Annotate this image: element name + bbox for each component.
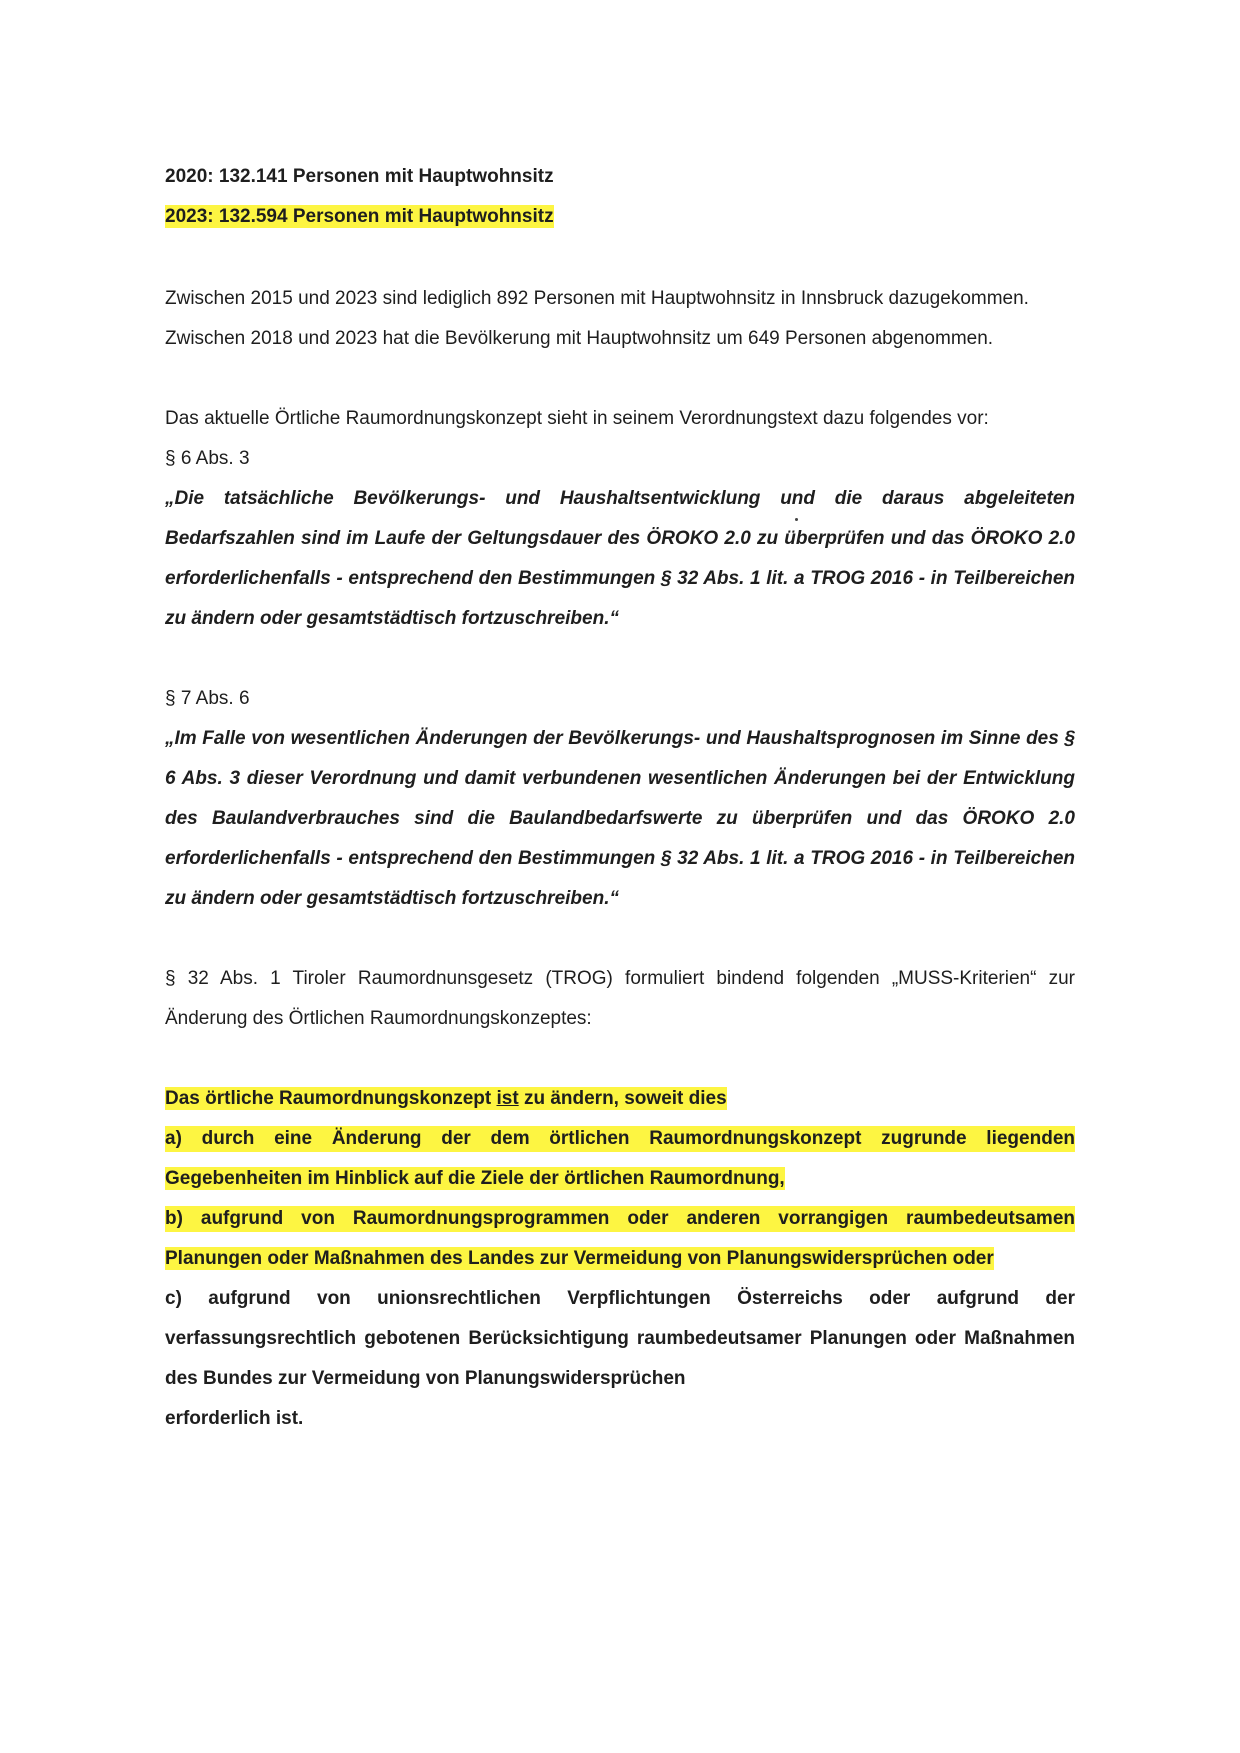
- intro-text: Das aktuelle Örtliche Raumordnungskonzept sieht in seinem Verordnungstext dazu folgendes vor:: [165, 408, 989, 429]
- population-2023-highlight: 2023: 132.594 Personen mit Hauptwohnsitz: [165, 206, 554, 227]
- criteria-intro-post: zu ändern, soweit dies: [518, 1088, 727, 1109]
- section-6-line-1: „Die tatsächliche Bevölkerungs- und Haushaltsentwicklung und die daraus abgeleiteten: [165, 488, 1075, 509]
- section-7-line-4: erforderlichenfalls - entsprechend den Bestimmungen § 32 Abs. 1 lit. a TROG 2016 - in Teilbereichen: [165, 848, 1075, 869]
- section-32-line-1: § 32 Abs. 1 Tiroler Raumordnunsgesetz (TROG) formuliert bindend folgenden „MUSS-Kriterien“ zur: [165, 968, 1075, 989]
- section-6-line-4: zu ändern oder gesamtstädtisch fortzuschreiben.“: [165, 608, 619, 629]
- criteria-c-line-1: c) aufgrund von unionsrechtlichen Verpflichtungen Österreichs oder aufgrund der: [165, 1288, 1075, 1309]
- criteria-c-line-3: des Bundes zur Vermeidung von Planungswidersprüchen: [165, 1368, 686, 1389]
- criteria-b-line-1: b) aufgrund von Raumordnungsprogrammen oder anderen vorrangigen raumbedeutsamen: [165, 1206, 1075, 1232]
- criteria-a-line-1: a) durch eine Änderung der dem örtlichen Raumordnungskonzept zugrunde liegenden: [165, 1126, 1075, 1152]
- change-line-2: Zwischen 2018 und 2023 hat die Bevölkerung mit Hauptwohnsitz um 649 Personen abgenommen.: [165, 328, 994, 349]
- population-2020: 2020: 132.141 Personen mit Hauptwohnsitz: [165, 166, 554, 187]
- scan-dot: [795, 518, 798, 521]
- section-7-line-1: „Im Falle von wesentlichen Änderungen der Bevölkerungs- und Haushaltsprognosen im Sinne des §: [165, 728, 1075, 749]
- criteria-a-line-2-highlight: Gegebenheiten im Hinblick auf die Ziele der örtlichen Raumordnung,: [165, 1168, 785, 1189]
- section-7-line-5: zu ändern oder gesamtstädtisch fortzuschreiben.“: [165, 888, 619, 909]
- criteria-b-line-2: [165, 1246, 1075, 1272]
- section-6-line-2: Bedarfszahlen sind im Laufe der Geltungsdauer des ÖROKO 2.0 zu überprüfen und das ÖROKO 2.0: [165, 528, 1075, 549]
- criteria-b-line-2-highlight: Planungen oder Maßnahmen des Landes zur Vermeidung von Planungswidersprüchen oder: [165, 1248, 994, 1269]
- section-7-heading: § 7 Abs. 6: [165, 688, 250, 709]
- criteria-intro: [165, 1086, 1075, 1112]
- section-6-heading: § 6 Abs. 3: [165, 448, 250, 469]
- criteria-intro-underlined: ist: [496, 1088, 519, 1109]
- section-32-line-2: Änderung des Örtlichen Raumordnungskonzeptes:: [165, 1008, 592, 1029]
- criteria-closing: erforderlich ist.: [165, 1408, 304, 1429]
- change-line-1: Zwischen 2015 und 2023 sind lediglich 892 Personen mit Hauptwohnsitz in Innsbruck dazugekommen.: [165, 288, 1029, 309]
- criteria-a-line-2: [165, 1166, 1075, 1192]
- criteria-intro-highlight: [165, 1087, 727, 1110]
- section-7-line-3: des Baulandverbrauches sind die Baulandbedarfswerte zu überprüfen und das ÖROKO 2.0: [165, 808, 1075, 829]
- population-2023: [165, 204, 1075, 230]
- criteria-intro-pre: Das örtliche Raumordnungskonzept: [165, 1088, 497, 1109]
- section-7-line-2: 6 Abs. 3 dieser Verordnung und damit verbundenen wesentlichen Änderungen bei der Entwicklung: [165, 768, 1075, 789]
- section-6-line-3: erforderlichenfalls - entsprechend den Bestimmungen § 32 Abs. 1 lit. a TROG 2016 - in Teilbereichen: [165, 568, 1075, 589]
- criteria-c-line-2: verfassungsrechtlich gebotenen Berücksichtigung raumbedeutsamer Planungen oder Maßnahmen: [165, 1328, 1075, 1349]
